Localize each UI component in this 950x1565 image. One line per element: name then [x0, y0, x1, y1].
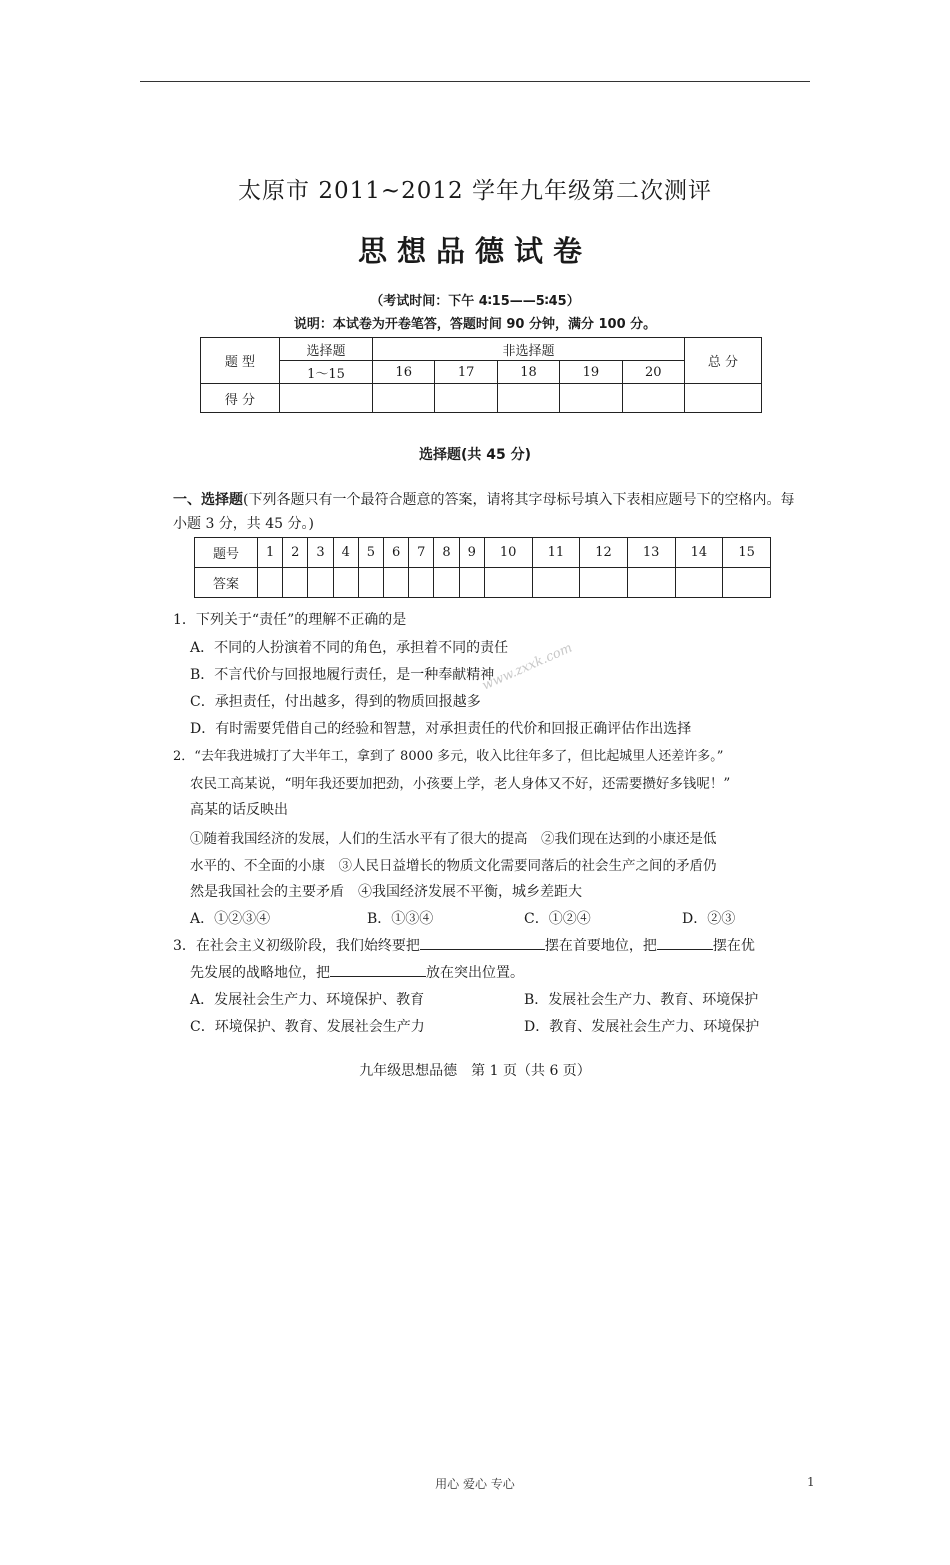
question-number: 2 [283, 538, 308, 568]
page-footer: 九年级思想品德 第 1 页（共 6 页） [359, 1063, 591, 1079]
q3-blank-3[interactable] [330, 962, 426, 977]
answer-table [194, 537, 771, 598]
question-number: 11 [532, 538, 580, 568]
answer-cell[interactable] [258, 568, 283, 598]
q1-option-a: A．不同的人扮演着不同的角色，承担着不同的责任 [190, 640, 509, 656]
question-number: 4 [333, 538, 358, 568]
type-label: 题 型 [201, 338, 280, 384]
q1-option-d: D．有时需要凭借自己的经验和智慧，对承担责任的代价和回报正确评估作出选择 [190, 721, 692, 737]
q2-line3: 高某的话反映出 [190, 802, 288, 818]
q2-line1: 2．“去年我进城打了大半年工，拿到了 8000 多元，收入比往年多了，但比起城里人还差许多。” [173, 749, 724, 764]
choice-range: 1～15 [280, 361, 373, 384]
instruction-body: (下列各题只有一个最符合题意的答案，请将其字母标号填入下表相应题号下的空格内。每小题 3 分，共 45 分。) [173, 492, 795, 532]
q3-option-a: A．发展社会生产力、环境保护、教育 [190, 992, 425, 1008]
nonchoice-number: 17 [435, 361, 497, 384]
question-number: 12 [580, 538, 628, 568]
q3-part1: 3．在社会主义初级阶段，我们始终要把 [173, 938, 420, 954]
watermark: www.zxxk.com [480, 640, 575, 694]
q3-blank-1[interactable] [420, 935, 545, 950]
question-number: 8 [434, 538, 459, 568]
q2-option-b: B．①③④ [367, 911, 434, 927]
answer-cell[interactable] [675, 568, 723, 598]
nonchoice-label: 非选择题 [373, 338, 685, 361]
answer-cell[interactable] [484, 568, 532, 598]
score-label: 得 分 [201, 384, 280, 413]
nonchoice-number: 16 [373, 361, 435, 384]
q1-option-b: B．不言代价与回报地履行责任，是一种奉献精神 [190, 667, 495, 683]
q2-statement-1: ①随着我国经济的发展，人们的生活水平有了很大的提高 ②我们现在达到的小康还是低 [190, 831, 717, 847]
question-number: 3 [308, 538, 333, 568]
score-cell[interactable] [373, 384, 435, 413]
q2-option-a: A．①②③④ [190, 911, 271, 927]
section-title: 选择题(共 45 分) [418, 447, 532, 463]
section-instruction [173, 488, 803, 536]
q2-line2: 农民工高某说，“明年我还要加把劲，小孩要上学，老人身体又不好，还需要攒好多钱呢！” [190, 776, 731, 792]
top-rule [140, 81, 810, 82]
exam-title: 太原市 2011~2012 学年九年级第二次测评 [238, 178, 712, 204]
answer-cell[interactable] [627, 568, 675, 598]
nonchoice-number: 19 [560, 361, 622, 384]
answer-cell[interactable] [459, 568, 484, 598]
q2-option-c: C．①②④ [524, 911, 591, 927]
q3-blank-2[interactable] [657, 935, 713, 950]
answer-cell[interactable] [434, 568, 459, 598]
page-number: 1 [807, 1475, 815, 1489]
q2-statement-3: 然是我国社会的主要矛盾 ④我国经济发展不平衡，城乡差距大 [190, 884, 582, 900]
answer-cell[interactable] [358, 568, 383, 598]
answer-cell[interactable] [384, 568, 409, 598]
score-cell[interactable] [435, 384, 497, 413]
q1-stem: 1．下列关于“责任”的理解不正确的是 [173, 612, 407, 628]
question-number: 10 [484, 538, 532, 568]
total-label: 总 分 [685, 338, 762, 384]
question-number: 14 [675, 538, 723, 568]
q3-part3: 摆在优 [712, 938, 755, 954]
exam-note: 说明：本试卷为开卷笔答，答题时间 90 分钟，满分 100 分。 [293, 317, 657, 332]
number-label: 题号 [195, 538, 258, 568]
question-number: 9 [459, 538, 484, 568]
q1-option-c: C．承担责任，付出越多，得到的物质回报越多 [190, 694, 481, 710]
answer-cell[interactable] [532, 568, 580, 598]
answer-label: 答案 [195, 568, 258, 598]
score-cell[interactable] [497, 384, 559, 413]
q2-option-d: D．②③ [682, 911, 736, 927]
answer-cell[interactable] [409, 568, 434, 598]
answer-cell[interactable] [333, 568, 358, 598]
q3-option-c: C．环境保护、教育、发展社会生产力 [190, 1019, 425, 1035]
motto-footer: 用心 爱心 专心 [435, 1477, 515, 1491]
subject-title: 思想品德试卷 [357, 234, 592, 268]
q3-option-b: B．发展社会生产力、教育、环境保护 [524, 992, 759, 1008]
answer-cell[interactable] [723, 568, 771, 598]
score-cell[interactable] [622, 384, 684, 413]
question-number: 1 [258, 538, 283, 568]
answer-cell[interactable] [283, 568, 308, 598]
q3-line1 [173, 935, 755, 955]
score-table [200, 337, 762, 413]
q3-part4: 先发展的战略地位，把 [190, 965, 330, 981]
question-number: 15 [723, 538, 771, 568]
instruction-head: 一、选择题 [173, 492, 243, 508]
question-number: 6 [384, 538, 409, 568]
answer-cell[interactable] [308, 568, 333, 598]
score-cell[interactable] [685, 384, 762, 413]
question-number: 13 [627, 538, 675, 568]
q3-part5: 放在突出位置。 [426, 965, 524, 981]
score-cell[interactable] [280, 384, 373, 413]
choice-label: 选择题 [280, 338, 373, 361]
q3-line2 [190, 962, 524, 982]
score-cell[interactable] [560, 384, 622, 413]
q2-statement-2: 水平的、不全面的小康 ③人民日益增长的物质文化需要同落后的社会生产之间的矛盾仍 [190, 858, 717, 874]
q3-part2: 摆在首要地位，把 [544, 938, 657, 954]
nonchoice-number: 20 [622, 361, 684, 384]
answer-cell[interactable] [580, 568, 628, 598]
question-number: 5 [358, 538, 383, 568]
exam-time: （考试时间：下午 4∶15——5∶45） [370, 294, 580, 309]
question-number: 7 [409, 538, 434, 568]
q3-option-d: D．教育、发展社会生产力、环境保护 [524, 1019, 760, 1035]
nonchoice-number: 18 [497, 361, 559, 384]
